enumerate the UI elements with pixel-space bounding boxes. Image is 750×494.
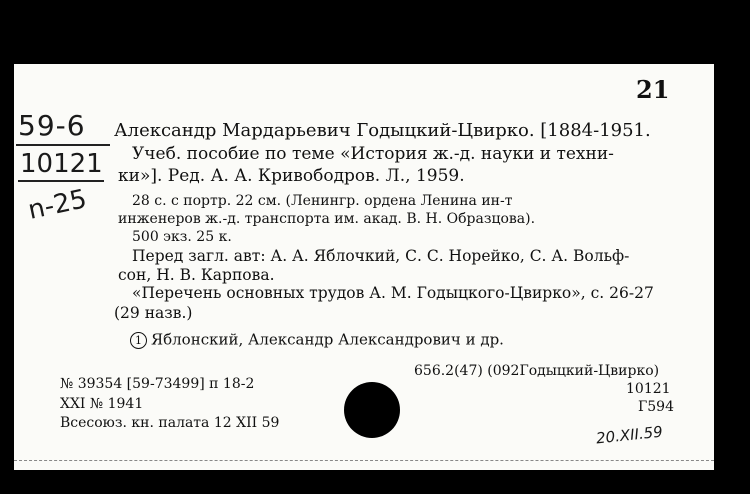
entry-line-10: (29 назв.) bbox=[114, 304, 193, 322]
entry-line-5: инженеров ж.-д. транспорта им. акад. В. Н. Образцова). bbox=[118, 211, 536, 227]
entry-line-7: Перед загл. авт: А. А. Яблочкий, С. С. Норейко, С. А. Вольф- bbox=[132, 247, 630, 265]
card-bottom-edge bbox=[14, 460, 714, 462]
entry-line-9: «Перечень основных трудов А. М. Годыцкого-Цвирко», с. 26-27 bbox=[132, 284, 654, 302]
author-sign: Г594 bbox=[638, 399, 674, 415]
handwritten-date: 20.XII.59 bbox=[595, 422, 664, 448]
registration-line-1: № 39354 [59-73499] п 18-2 bbox=[60, 376, 255, 392]
entry-line-1: Александр Мардарьевич Годыцкий-Цвирко. [1884-1951. bbox=[114, 120, 651, 141]
classification-number: 10121 bbox=[626, 381, 671, 397]
catalog-card bbox=[14, 64, 714, 470]
registration-line-2: XXI № 1941 bbox=[60, 396, 144, 412]
shelf-mark-underline bbox=[16, 144, 110, 146]
entry-line-4: 28 с. с портр. 22 см. (Ленингр. ордена Ленина ин-т bbox=[132, 193, 513, 209]
handwritten-note: n-25 bbox=[25, 184, 90, 226]
page-number: 21 bbox=[636, 75, 670, 104]
entry-line-6: 500 экз. 25 к. bbox=[132, 229, 232, 245]
registration-line-3: Всесоюз. кн. палата 12 XII 59 bbox=[60, 415, 280, 431]
added-entry-note bbox=[130, 332, 504, 349]
shelf-number-underline bbox=[18, 180, 104, 182]
circled-number-icon: 1 bbox=[130, 332, 147, 349]
shelf-mark: 59-6 bbox=[18, 109, 86, 142]
entry-line-2: Учеб. пособие по теме «История ж.-д. науки и техни- bbox=[132, 144, 614, 164]
punch-hole bbox=[344, 382, 400, 438]
entry-line-3: ки»]. Ред. А. А. Кривободров. Л., 1959. bbox=[118, 166, 465, 186]
added-entry-text: Яблонский, Александр Александрович и др. bbox=[151, 330, 504, 349]
shelf-number: 10121 bbox=[20, 149, 103, 179]
entry-line-8: сон, Н. В. Карпова. bbox=[118, 266, 275, 284]
classification-code: 656.2(47) (092Годыцкий-Цвирко) bbox=[414, 363, 660, 379]
